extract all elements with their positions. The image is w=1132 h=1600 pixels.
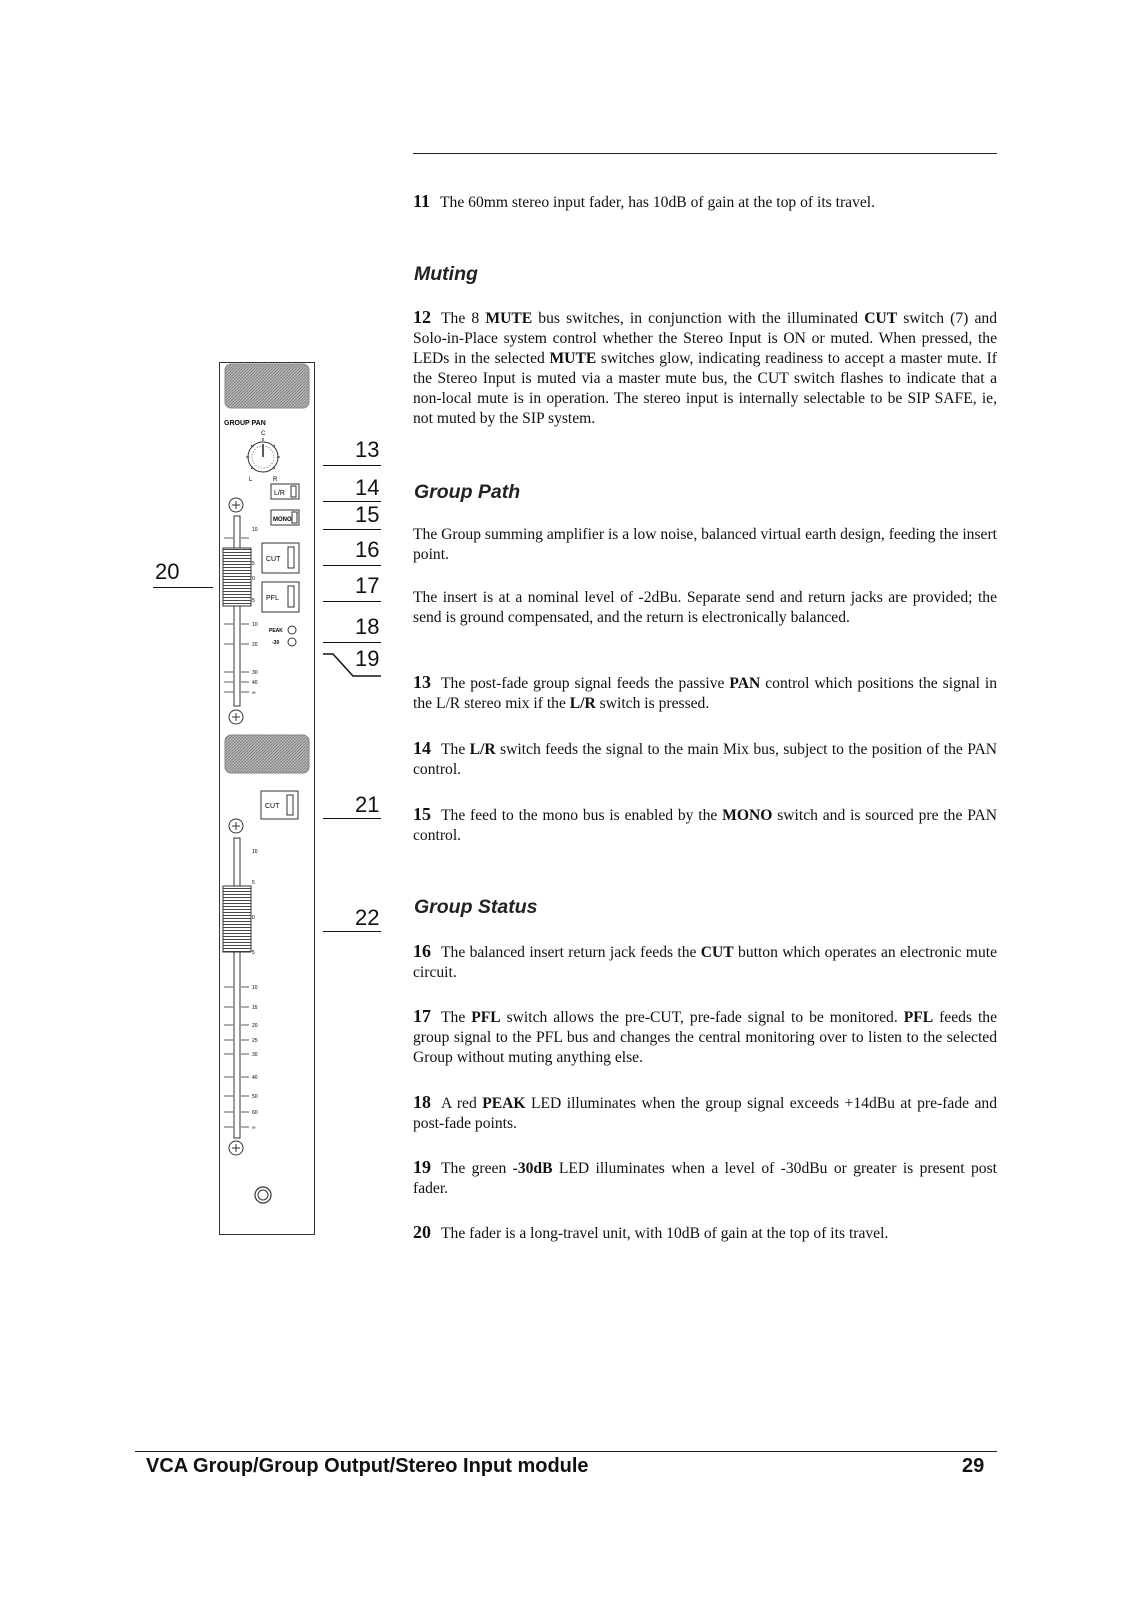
text-run: switch (7) and Solo-in-Place system control whether the Stereo Input is ON or muted. When pressed, the LEDs in the selected <box>413 310 998 367</box>
pan-left-label: L <box>249 477 253 483</box>
fader-1-scale-label: ∞ <box>252 690 256 696</box>
bold-term: L/R <box>469 741 496 758</box>
jack-socket-icon <box>255 1187 271 1203</box>
callout-18: 18 <box>355 614 380 639</box>
fader-1-slot <box>234 516 240 706</box>
group-pan-label: GROUP PAN <box>224 420 266 427</box>
fader-2-scale-label: 50 <box>252 1094 258 1100</box>
text-run: The post-fade group signal feeds the passive <box>441 675 730 692</box>
text-run: bus switches, in conjunction with the illuminated <box>532 310 865 327</box>
callout-line <box>323 529 381 530</box>
text-run: switch and is sourced pre the PAN control. <box>413 807 997 844</box>
bold-term: MUTE <box>485 310 533 327</box>
section-heading-group-path: Group Path <box>414 481 521 503</box>
pfl-button[interactable] <box>262 582 299 612</box>
screw-icon <box>229 1141 243 1155</box>
fader-2-scale-label: 60 <box>252 1110 258 1116</box>
cut-button-2[interactable] <box>261 791 298 819</box>
pan-right-label: R <box>273 477 278 483</box>
section-heading-muting: Muting <box>414 263 478 285</box>
text-run: A red <box>441 1095 483 1112</box>
scribble-strip-2 <box>225 735 309 773</box>
pan-center-label: C <box>261 431 266 437</box>
peak-led-icon <box>288 626 296 634</box>
fader-2-scale-label: 10 <box>252 985 258 991</box>
text-run: The 8 <box>441 310 486 327</box>
bold-term: CUT <box>700 944 734 961</box>
paragraph-18 <box>413 1092 997 1134</box>
paragraph-number: 14 <box>413 738 431 758</box>
top-rule <box>413 153 997 154</box>
fader-1-scale-label: 20 <box>252 642 258 648</box>
paragraph-text: The 60mm stereo input fader, has 10dB of gain at the top of its travel. <box>440 194 876 211</box>
fader-1-scale-label: 10 <box>252 622 258 628</box>
text-run: LED illuminates when the group signal exceeds +14dBu at pre-fade and post-fade points. <box>413 1095 997 1132</box>
fader-1-scale-label: 5 <box>252 598 255 604</box>
text-run: feeds the group signal to the PFL bus and changes the central monitoring over to listen to the selected Group without muting anything else. <box>413 1009 997 1066</box>
text-run: switch feeds the signal to the main Mix bus, subject to the position of the PAN control. <box>413 741 997 778</box>
paragraph-number: 20 <box>413 1222 431 1242</box>
paragraph-text: The fader is a long-travel unit, with 10dB of gain at the top of its travel. <box>441 1225 889 1242</box>
callout-13: 13 <box>355 437 380 462</box>
fader-2-scale-label: 15 <box>252 1005 258 1011</box>
paragraph-number: 16 <box>413 941 431 961</box>
screw-icon <box>229 819 243 833</box>
paragraph-number: 17 <box>413 1006 431 1026</box>
paragraph-number: 12 <box>413 307 431 327</box>
callout-19-leader <box>323 652 383 682</box>
channel-strip-illustration <box>219 362 315 1235</box>
fader-2-knob[interactable] <box>223 886 251 952</box>
bold-term: CUT <box>864 310 898 327</box>
peak-led-label: PEAK <box>269 628 283 634</box>
fader-1-scale-label: 30 <box>252 670 258 676</box>
paragraph-group-path-1: The Group summing amplifier is a low noise, balanced virtual earth design, feeding the insert point. <box>413 526 997 563</box>
text-run: button which operates an electronic mute circuit. <box>413 944 997 981</box>
minus30-led-label: -30 <box>272 640 280 646</box>
callout-line <box>323 565 381 566</box>
footer-rule <box>135 1451 997 1452</box>
fader-1-scale-label: 0 <box>252 576 255 582</box>
section-heading-group-status: Group Status <box>414 896 538 918</box>
lr-switch-label: L/R <box>274 490 285 497</box>
channel-strip-drawing <box>219 362 315 1235</box>
callout-22: 22 <box>355 905 380 930</box>
callout-20: 20 <box>155 559 180 584</box>
fader-2-scale-label: 25 <box>252 1038 258 1044</box>
fader-2-scale-label: 5 <box>252 880 255 886</box>
paragraph-19 <box>413 1157 997 1199</box>
fader-2-scale-label: 0 <box>252 915 255 921</box>
fader-2-scale-label: ∞ <box>252 1125 256 1131</box>
callout-line <box>323 818 381 819</box>
callout-15: 15 <box>355 502 380 527</box>
paragraph-11 <box>413 191 997 213</box>
paragraph-12 <box>413 307 997 429</box>
fader-1-scale-label: 10 <box>252 527 258 533</box>
minus30-led-icon <box>288 638 296 646</box>
paragraph-number: 13 <box>413 672 431 692</box>
scribble-strip <box>225 364 309 408</box>
text-run: switch allows the pre-CUT, pre-fade signal to be monitored. <box>500 1009 904 1026</box>
callout-line <box>323 931 381 932</box>
callout-21: 21 <box>355 792 380 817</box>
paragraph-number: 11 <box>413 191 431 211</box>
mono-switch[interactable] <box>271 510 299 525</box>
cut-button-2-label: CUT <box>265 803 280 810</box>
fader-2-scale-label: 20 <box>252 1023 258 1029</box>
callout-line <box>323 642 381 643</box>
pfl-button-label: PFL <box>266 595 279 602</box>
text-run: The green <box>441 1160 513 1177</box>
page-number: 29 <box>962 1455 985 1477</box>
mono-switch-label: MONO <box>273 517 292 523</box>
bold-term: PEAK <box>482 1095 526 1112</box>
text-run: LED illuminates when a level of -30dBu or greater is present post fader. <box>413 1160 998 1197</box>
callout-16: 16 <box>355 537 380 562</box>
bold-term: PFL <box>903 1009 934 1026</box>
bold-term: MUTE <box>549 350 597 367</box>
text-run: The <box>441 1009 472 1026</box>
callout-line <box>153 587 213 588</box>
text-run: The feed to the mono bus is enabled by the <box>441 807 723 824</box>
paragraph-number: 19 <box>413 1157 431 1177</box>
callout-17: 17 <box>355 573 380 598</box>
screw-icon <box>229 498 243 512</box>
paragraph-16 <box>413 941 997 983</box>
paragraph-group-path-2: The insert is at a nominal level of -2dBu. Separate send and return jacks are provided; the send is ground compensated, and the return is electronically balanced. <box>413 589 997 626</box>
callout-line <box>323 601 381 602</box>
paragraph-17 <box>413 1006 997 1068</box>
cut-button[interactable] <box>262 543 299 573</box>
bold-term: PFL <box>471 1009 501 1026</box>
paragraph-20 <box>413 1222 997 1244</box>
paragraph-number: 18 <box>413 1092 431 1112</box>
fader-1-scale-label: 5 <box>252 561 255 567</box>
callout-19: 19 <box>355 646 380 671</box>
fader-2-scale-label: 30 <box>252 1052 258 1058</box>
bold-term: PAN <box>729 675 761 692</box>
text-run: The <box>441 741 470 758</box>
callout-line <box>323 465 381 466</box>
lr-switch[interactable] <box>271 484 299 499</box>
paragraph-15 <box>413 804 997 846</box>
fader-1-knob[interactable] <box>223 548 251 606</box>
bold-term: MONO <box>722 807 773 824</box>
fader-1-scale-label: 40 <box>252 680 258 686</box>
fader-2-scale-label: 5 <box>252 950 255 956</box>
text-run: The balanced insert return jack feeds the <box>441 944 701 961</box>
bold-term: -30dB <box>512 1160 553 1177</box>
text-run: switches glow, indicating readiness to accept a master mute. If the Stereo Input is muted via a master mute bus, the CUT switch flashes to indicate that a non-local mute is in operation. The stereo input is internally selectable to be SIP SAFE, ie, not muted by the SIP system. <box>413 350 997 427</box>
paragraph-number: 15 <box>413 804 431 824</box>
callout-14: 14 <box>355 475 380 500</box>
paragraph-14 <box>413 738 997 780</box>
fader-2-scale-label: 10 <box>252 849 258 855</box>
screw-icon <box>229 710 243 724</box>
cut-button-label: CUT <box>266 556 281 563</box>
fader-2-scale-label: 40 <box>252 1075 258 1081</box>
fader-2-slot <box>234 838 240 1138</box>
paragraph-13 <box>413 672 997 714</box>
footer-title: VCA Group/Group Output/Stereo Input module <box>146 1455 589 1477</box>
bold-term: L/R <box>569 695 596 712</box>
text-run: control which positions the signal in the L/R stereo mix if the <box>413 675 997 712</box>
text-run: switch is pressed. <box>595 695 710 712</box>
